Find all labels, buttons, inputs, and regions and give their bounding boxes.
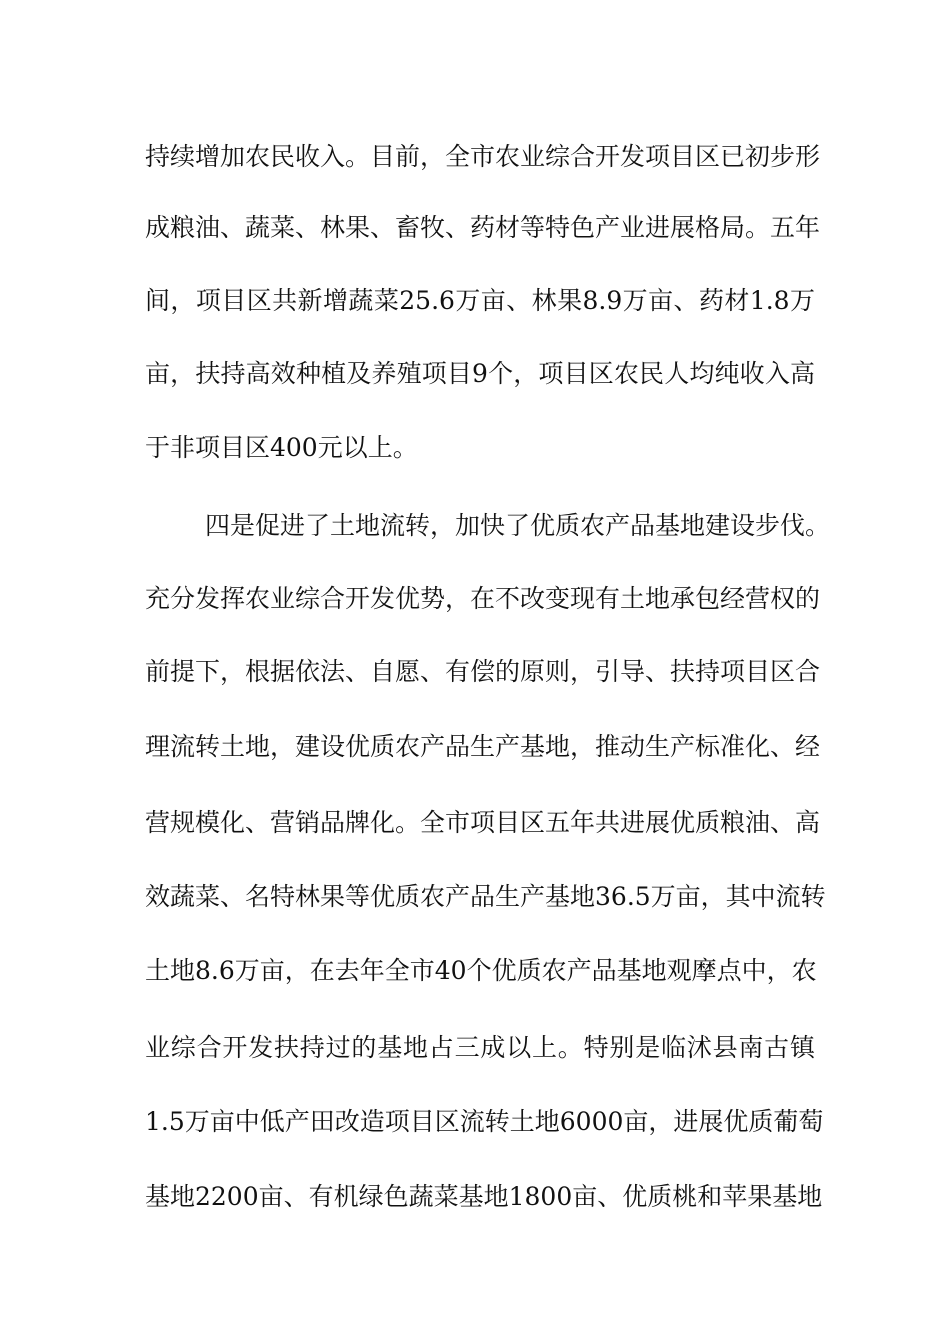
text-line: 业综合开发扶持过的基地占三成以上。特别是临沭县南古镇 — [145, 1033, 815, 1062]
text-line: 亩，扶持高效种植及养殖项目9个，项目区农民人均纯收入高 — [145, 359, 815, 388]
text-line: 营规模化、营销品牌化。全市项目区五年共进展优质粮油、高 — [145, 808, 821, 837]
text-line: 1.5万亩中低产田改造项目区流转土地6000亩，进展优质葡萄 — [145, 1107, 824, 1136]
text-line: 土地8.6万亩，在去年全市40个优质农产品基地观摩点中，农 — [145, 956, 817, 985]
text-line: 理流转土地，建设优质农产品生产基地，推动生产标准化、经 — [145, 732, 821, 761]
text-line: 于非项目区400元以上。 — [145, 433, 418, 462]
paragraph-heading-line: 四是促进了土地流转，加快了优质农产品基地建设步伐。 — [205, 511, 831, 540]
text-line: 持续增加农民收入。目前，全市农业综合开发项目区已初步形 — [145, 142, 821, 171]
text-line: 成粮油、蔬菜、林果、畜牧、药材等特色产业进展格局。五年 — [145, 213, 821, 242]
text-line: 效蔬菜、名特林果等优质农产品生产基地36.5万亩，其中流转 — [145, 882, 826, 911]
text-line: 间，项目区共新增蔬菜25.6万亩、林果8.9万亩、药材1.8万 — [145, 286, 815, 315]
text-line: 基地2200亩、有机绿色蔬菜基地1800亩、优质桃和苹果基地 — [145, 1182, 823, 1211]
text-line: 前提下，根据依法、自愿、有偿的原则，引导、扶持项目区合 — [145, 657, 821, 686]
text-line: 充分发挥农业综合开发优势，在不改变现有土地承包经营权的 — [145, 584, 821, 613]
